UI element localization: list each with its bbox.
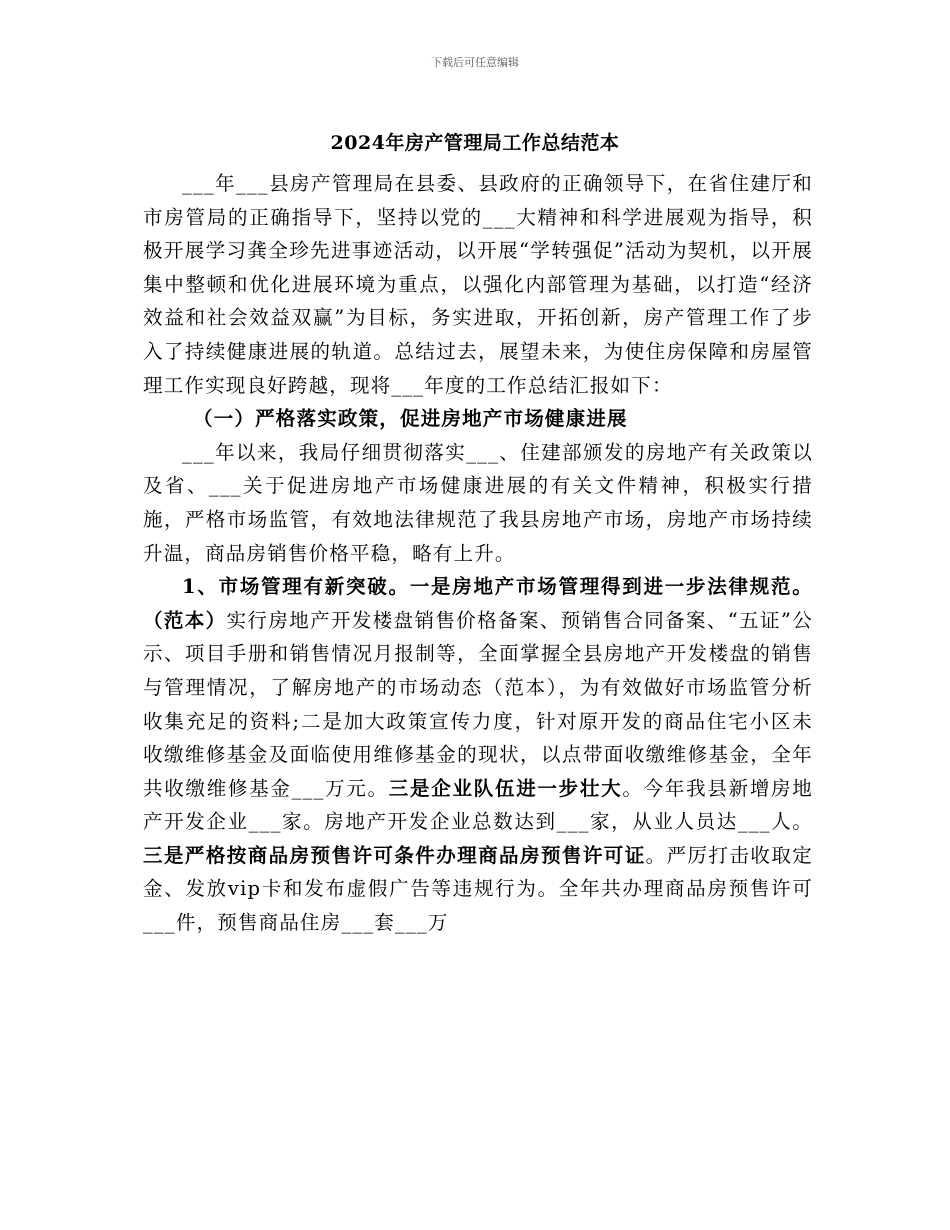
document-title: 2024年房产管理局工作总结范本 — [330, 132, 620, 154]
section-heading: （一）严格落实政策，促进房地产市场健康进展 — [193, 407, 628, 431]
point4-bold: 三是严格按商品房预售许可条件办理商品房预售许可证 — [143, 843, 646, 867]
point1-text: 实行房地产开发楼盘销售价格备案、预销售合同备案、“五证”公示、项目手册和销售情况月报制等，全面掌握全县房地产开发楼盘的销售与管理情况，了解房地产的市场动态（范本），为有效做好市场监管分析收集充足的资料;二是加大政策宣传力度，针对原开发的商品住宅小区未收缴维修基金及面临使用维修基金的现状，以点带面收缴维修基金，全年共收缴维修基金___万元。 — [143, 608, 813, 800]
intro-paragraph: ___年___县房产管理局在县委、县政府的正确领导下，在省住建厅和市房管局的正确指导下，坚持以党的___大精神和科学进展观为指导，积极开展学习龚全珍先进事迹活动，以开展“学转强促”活动为契机，以开展集中整顿和优化进展环境为重点，以强化内部管理为基础，以打造“经济效益和社会效益双赢”为目标，务实进取，开拓创新，房产管理工作了步入了持续健康进展的轨道。总结过去，展望未来，为使住房保障和房屋管理工作实现良好跨越，现将___年度的工作总结汇报如下： — [143, 172, 813, 397]
item-paragraph — [143, 570, 813, 940]
section-paragraph: ___年以来，我局仔细贯彻落实___、住建部颁发的房地产有关政策以及省、___关于促进房地产市场健康进展的有关文件精神，积极实行措施，严格市场监管，有效地法律规范了我县房地产市场，房地产市场持续升温，商品房销售价格平稳，略有上升。 — [143, 440, 813, 565]
point3-text: 。今年我县新增房地产开发企业___家。房地产开发企业总数达到___家，从业人员达___人。 — [143, 776, 813, 834]
point1-bold: 一是房地产市场管理得到进一步法律规范。（范本） — [143, 575, 813, 632]
point3-bold: 三是企业队伍进一步壮大 — [388, 776, 623, 800]
document-body — [143, 167, 813, 940]
item-heading: 1、市场管理有新突破。 — [182, 575, 410, 599]
header-note: 下载后可任意编辑 — [431, 56, 519, 69]
point4-text: 。严厉打击收取定金、发放vip卡和发布虚假广告等违规行为。全年共办理商品房预售许可___件，预售商品住房___套___万 — [143, 843, 813, 935]
